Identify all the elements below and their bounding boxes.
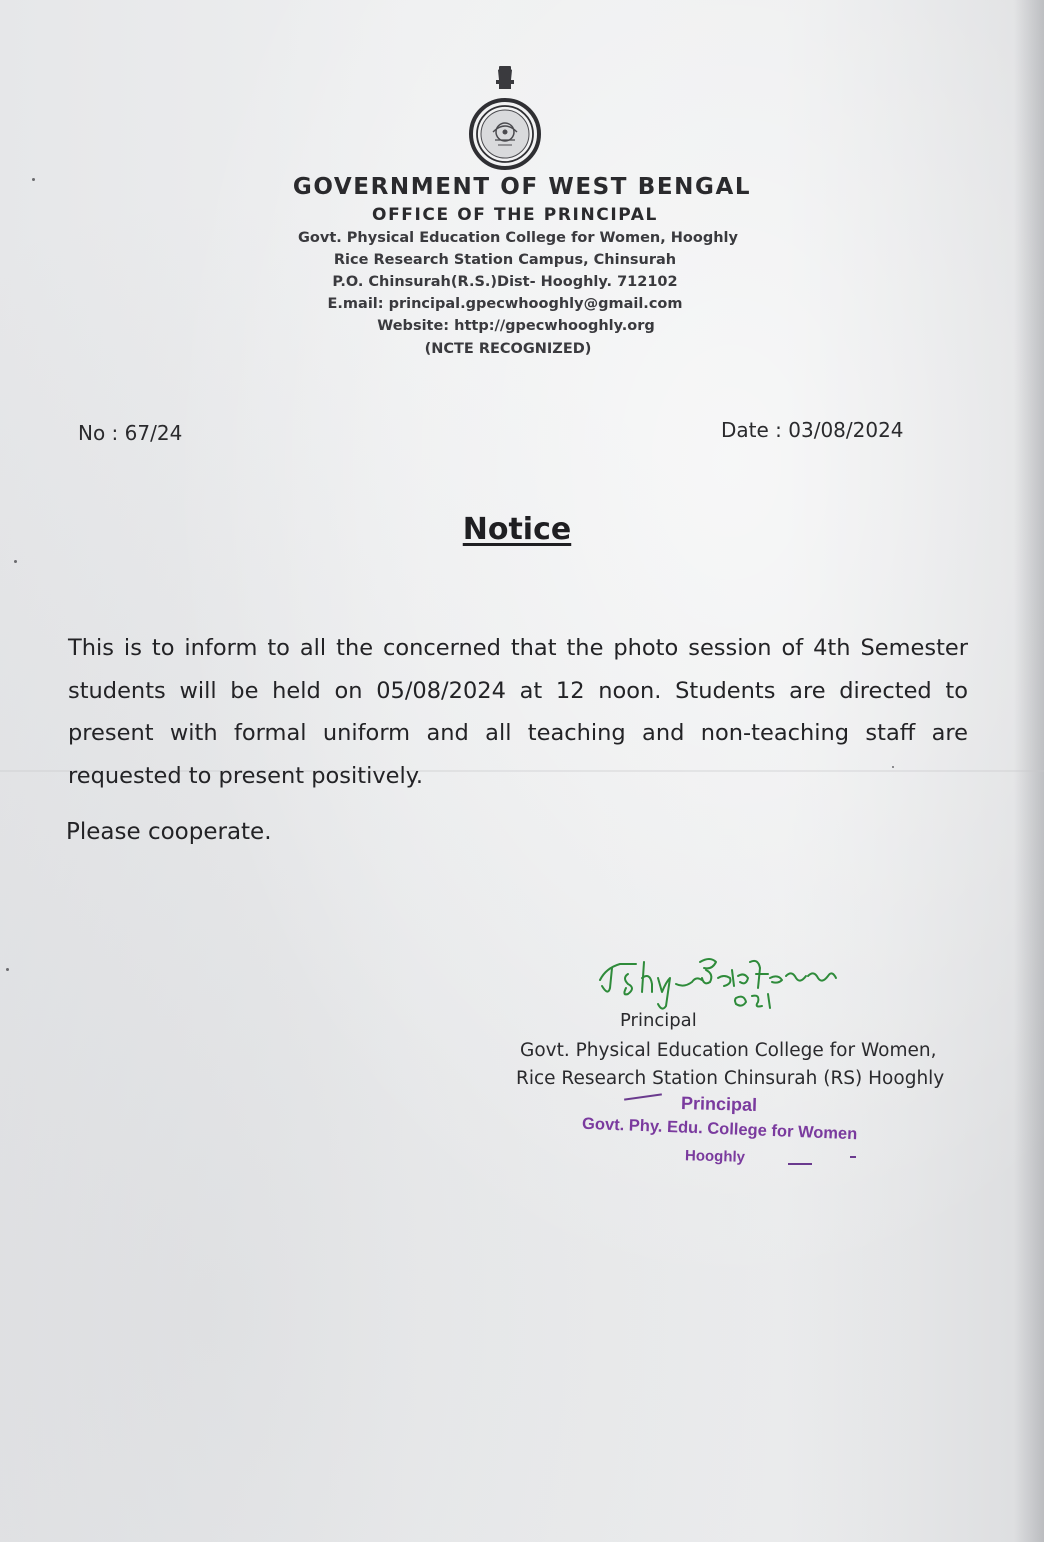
- stamp-principal: Principal: [680, 1093, 758, 1115]
- college-name-line: Govt. Physical Education College for Women, Hooghly: [298, 230, 738, 246]
- stamp-location: Hooghly: [684, 1147, 746, 1166]
- government-title: GOVERNMENT OF WEST BENGAL: [292, 174, 752, 200]
- postal-address-line: P.O. Chinsurah(R.S.)Dist- Hooghly. 712102: [332, 274, 678, 290]
- reference-number: No : 67/24: [78, 421, 183, 445]
- website-line: Website: http://gpecwhooghly.org: [377, 318, 655, 334]
- stamp-stroke: [788, 1163, 812, 1165]
- stamp-stroke: [624, 1093, 662, 1100]
- campus-line: Rice Research Station Campus, Chinsurah: [333, 252, 677, 268]
- paper-speck: [14, 560, 17, 563]
- office-title: OFFICE OF THE PRINCIPAL: [372, 205, 658, 225]
- email-line: E.mail: principal.gpecwhooghly@gmail.com: [327, 296, 683, 312]
- stamp-college: Govt. Phy. Edu. College for Women: [581, 1114, 858, 1144]
- closing-line: Please cooperate.: [66, 819, 272, 845]
- signatory-title: Principal: [620, 1010, 697, 1031]
- state-emblem-icon: [455, 62, 555, 172]
- notice-heading: Notice: [462, 512, 572, 547]
- signatory-college-line: Govt. Physical Education College for Women,: [520, 1040, 937, 1061]
- reference-date: Date : 03/08/2024: [721, 418, 904, 442]
- notice-body: This is to inform to all the concerned that the photo session of 4th Semester students will be held on 05/08/2024 at 12 noon. Students are directed to present with formal uniform and all teaching and non-teaching staff are requested to present positively.: [68, 635, 968, 789]
- signatory-address-line: Rice Research Station Chinsurah (RS) Hooghly: [516, 1068, 945, 1089]
- paper-speck: [6, 968, 9, 971]
- stamp-stroke: [850, 1156, 856, 1158]
- recognition-line: (NCTE RECOGNIZED): [424, 341, 592, 357]
